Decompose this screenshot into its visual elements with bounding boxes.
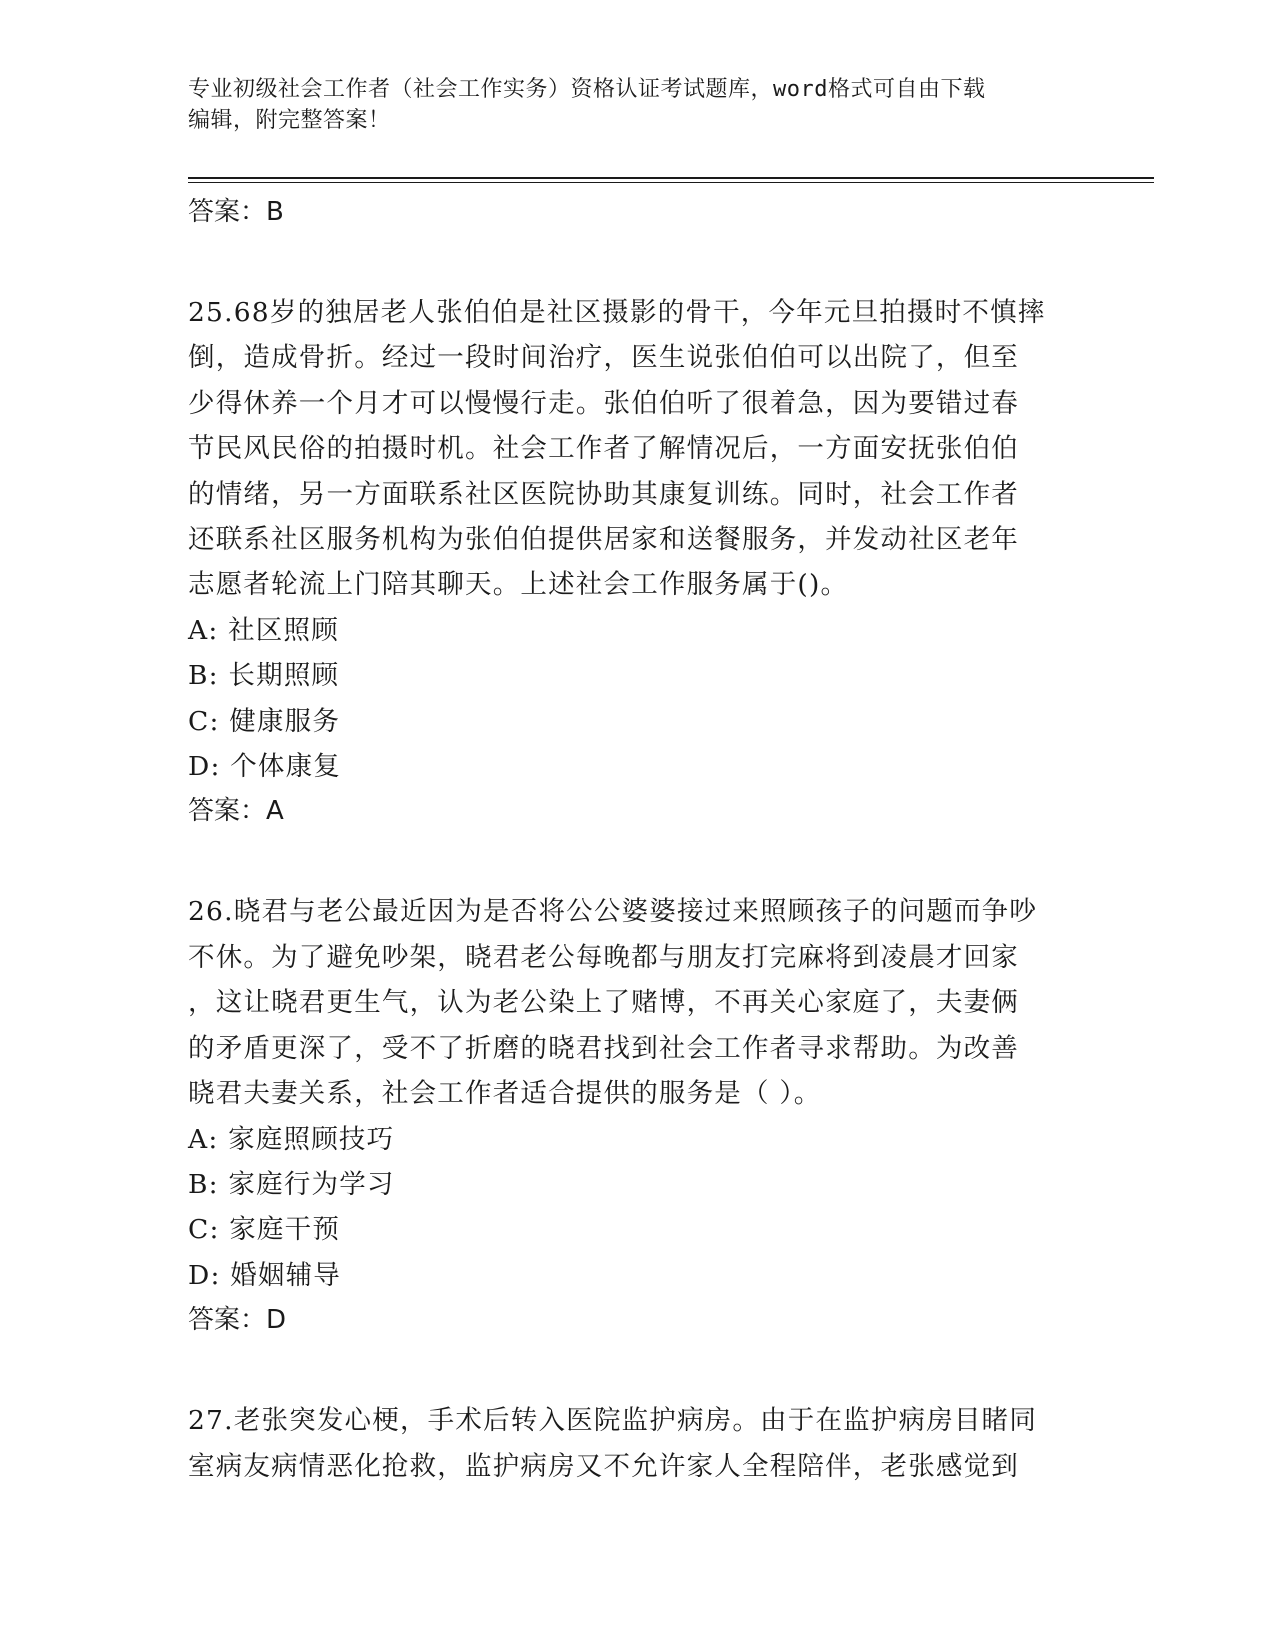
question-content [188, 190, 1088, 1489]
question-line: 25.68岁的独居老人张伯伯是社区摄影的骨干，今年元旦拍摄时不慎摔 [188, 297, 1046, 328]
question-line: ，这让晓君更生气，认为老公染上了赌博，不再关心家庭了，夫妻俩 [188, 987, 1019, 1019]
header-divider-thick [188, 177, 1154, 179]
question-line: 不休。为了避免吵架，晓君老公每晚都与朋友打完麻将到凌晨才回家 [188, 941, 1019, 973]
option-b: B: 家庭行为学习 [188, 1168, 395, 1200]
answer: 答案：D [188, 1305, 287, 1336]
previous-answer: 答案：B [188, 197, 284, 227]
question-text [188, 889, 1088, 1116]
question-26 [188, 889, 1088, 1342]
header-divider-thin [188, 182, 1154, 183]
spacer [188, 833, 1088, 889]
question-text [188, 290, 1088, 608]
answer: 答案：A [188, 796, 284, 827]
question-line: 27.老张突发心梗，手术后转入医院监护病房。由于在监护病房目睹同 [188, 1405, 1038, 1437]
question-line: 倒，造成骨折。经过一段时间治疗，医生说张伯伯可以出院了，但至 [188, 342, 1019, 374]
option-d: D: 婚姻辅导 [188, 1259, 341, 1291]
question-line: 室病友病情恶化抢救，监护病房又不允许家人全程陪伴，老张感觉到 [188, 1450, 1019, 1482]
option-a: A: 家庭照顾技巧 [188, 1123, 395, 1155]
option-a: A: 社区照顾 [188, 614, 339, 646]
spacer [188, 1342, 1088, 1398]
spacer [188, 234, 1088, 290]
question-line: 的情绪，另一方面联系社区医院协助其康复训练。同时，社会工作者 [188, 478, 1019, 510]
option-c: C: 健康服务 [188, 705, 341, 737]
question-line: 还联系社区服务机构为张伯伯提供居家和送餐服务，并发动社区老年 [188, 524, 1019, 556]
question-text [188, 1398, 1088, 1489]
question-line: 少得休养一个月才可以慢慢行走。张伯伯听了很着急，因为要错过春 [188, 387, 1019, 419]
question-line: 晓君夫妻关系，社会工作者适合提供的服务是（ ）。 [188, 1078, 822, 1110]
question-line: 节民风民俗的拍摄时机。社会工作者了解情况后，一方面安抚张伯伯 [188, 433, 1019, 465]
option-c: C: 家庭干预 [188, 1214, 341, 1246]
page-header [188, 74, 1068, 136]
question-line: 志愿者轮流上门陪其聊天。上述社会工作服务属于()。 [188, 569, 849, 601]
question-line: 26.晓君与老公最近因为是否将公公婆婆接过来照顾孩子的问题而争吵 [188, 896, 1038, 928]
question-27 [188, 1398, 1088, 1489]
option-b: B: 长期照顾 [188, 660, 340, 692]
question-line: 的矛盾更深了，受不了折磨的晓君找到社会工作者寻求帮助。为改善 [188, 1032, 1019, 1064]
header-line-2: 编辑，附完整答案！ [188, 108, 391, 133]
option-d: D: 个体康复 [188, 751, 341, 783]
header-line-1: 专业初级社会工作者（社会工作实务）资格认证考试题库，word格式可自由下载 [188, 77, 986, 102]
question-25 [188, 290, 1088, 833]
